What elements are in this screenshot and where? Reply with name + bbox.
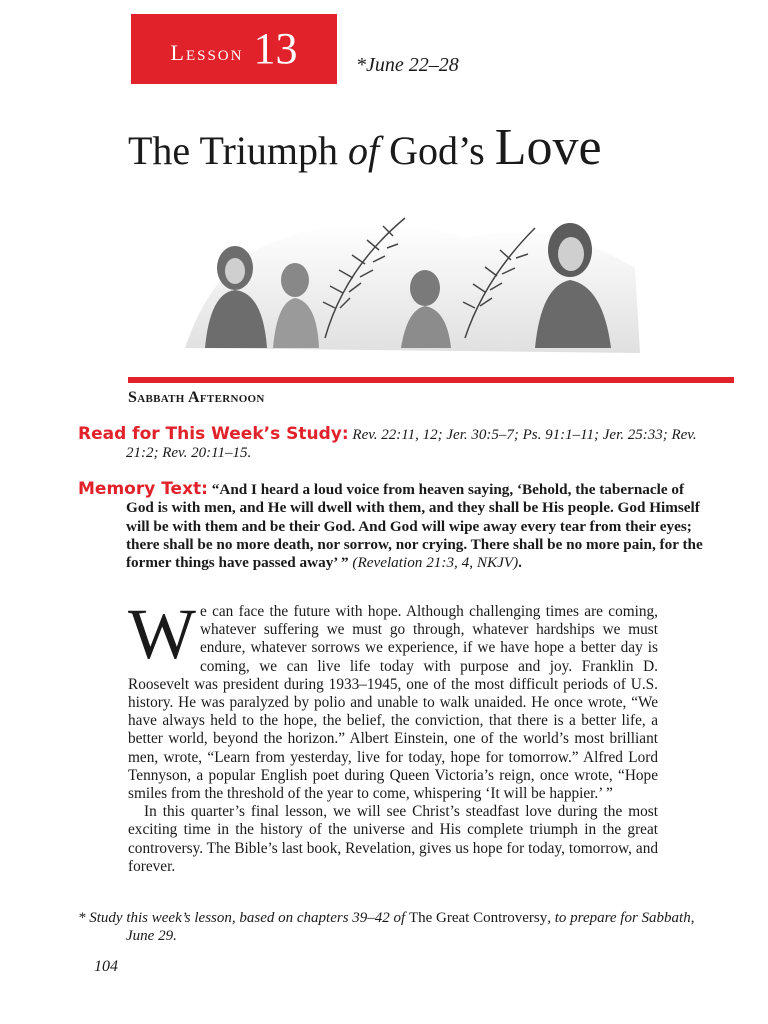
lesson-badge xyxy=(131,14,337,84)
section-divider xyxy=(128,377,734,383)
memory-end: . xyxy=(518,554,522,572)
drop-cap: W xyxy=(128,594,196,674)
title-part1: The Triumph xyxy=(128,128,349,173)
memory-label: Memory Text: xyxy=(78,479,208,499)
read-label: Read for This Week’s Study: xyxy=(78,424,349,444)
footnote-book-title: The Great Controversy xyxy=(408,910,548,926)
lesson-number: 13 xyxy=(253,24,298,73)
read-references: Rev. 22:11, 12; Jer. 30:5–7; Ps. 91:1–11; Jer. 25:33; Rev. 21:2; Rev. 20:11–15. xyxy=(126,427,697,461)
paragraph-1 xyxy=(128,594,658,803)
page-title xyxy=(128,118,602,177)
memory-reference: (Revelation 21:3, 4, NKJV) xyxy=(352,554,519,572)
lesson-introduction xyxy=(128,594,658,876)
paragraph-1-text: e can face the future with hope. Although challenging times are coming, whatever suffering we must go through, whatever hardships we must endure, whatever sorrows we experience, if we have hope a better day is coming, we can live life today with purpose and joy. Franklin D. Roosevelt was president during 1933–1945, one of the most difficult periods of U.S. history. He was paralyzed by polio and unable to walk unaided. He once wrote, “We have always held to the hope, the belief, the conviction, that there is a better life, a better world, beyond the horizon.” Albert Einstein, one of the world’s most brilliant men, wrote, “Learn from yesterday, live for today, hope for tomorrow.” Alfred Lord Tennyson, a popular English poet during Queen Victoria’s reign, once wrote, “Hope smiles from the threshold of the year to come, whispering ‘It will be happier.’ ” xyxy=(128,603,658,803)
title-of: of xyxy=(348,128,380,173)
footnote-prefix: * Study this week’s lesson, based on chapters 39–42 of xyxy=(78,910,409,926)
page-number: 104 xyxy=(94,958,118,975)
memory-text xyxy=(78,480,706,572)
study-footnote xyxy=(78,909,708,945)
lesson-word: Lesson xyxy=(170,40,244,65)
title-love: Love xyxy=(494,119,602,176)
title-part2: God’s xyxy=(379,128,495,173)
section-heading: Sabbath Afternoon xyxy=(128,389,265,406)
footnote-suffix: , to prepare for Sabbath, June 29. xyxy=(126,910,695,944)
reading-assignment xyxy=(78,425,711,462)
memory-verse: “And I heard a loud voice from heaven saying, ‘Behold, the tabernacle of God is with men, and He will dwell with them, and they shall be His people. God Himself will be with them and be their God. And God will wipe away every tear from their eyes; there shall be no more death, nor sorrow, nor crying. There shall be no more pain, for the former things have passed away’ ” xyxy=(126,481,703,572)
crowd-with-palm-branches-illustration xyxy=(175,198,645,358)
paragraph-2: In this quarter’s final lesson, we will see Christ’s steadfast love during the most exciting time in the history of the universe and His complete triumph in the great controversy. The Bible’s last book, Revelation, gives us hope for today, tomorrow, and forever. xyxy=(128,803,658,875)
lesson-date: *June 22–28 xyxy=(356,54,459,76)
